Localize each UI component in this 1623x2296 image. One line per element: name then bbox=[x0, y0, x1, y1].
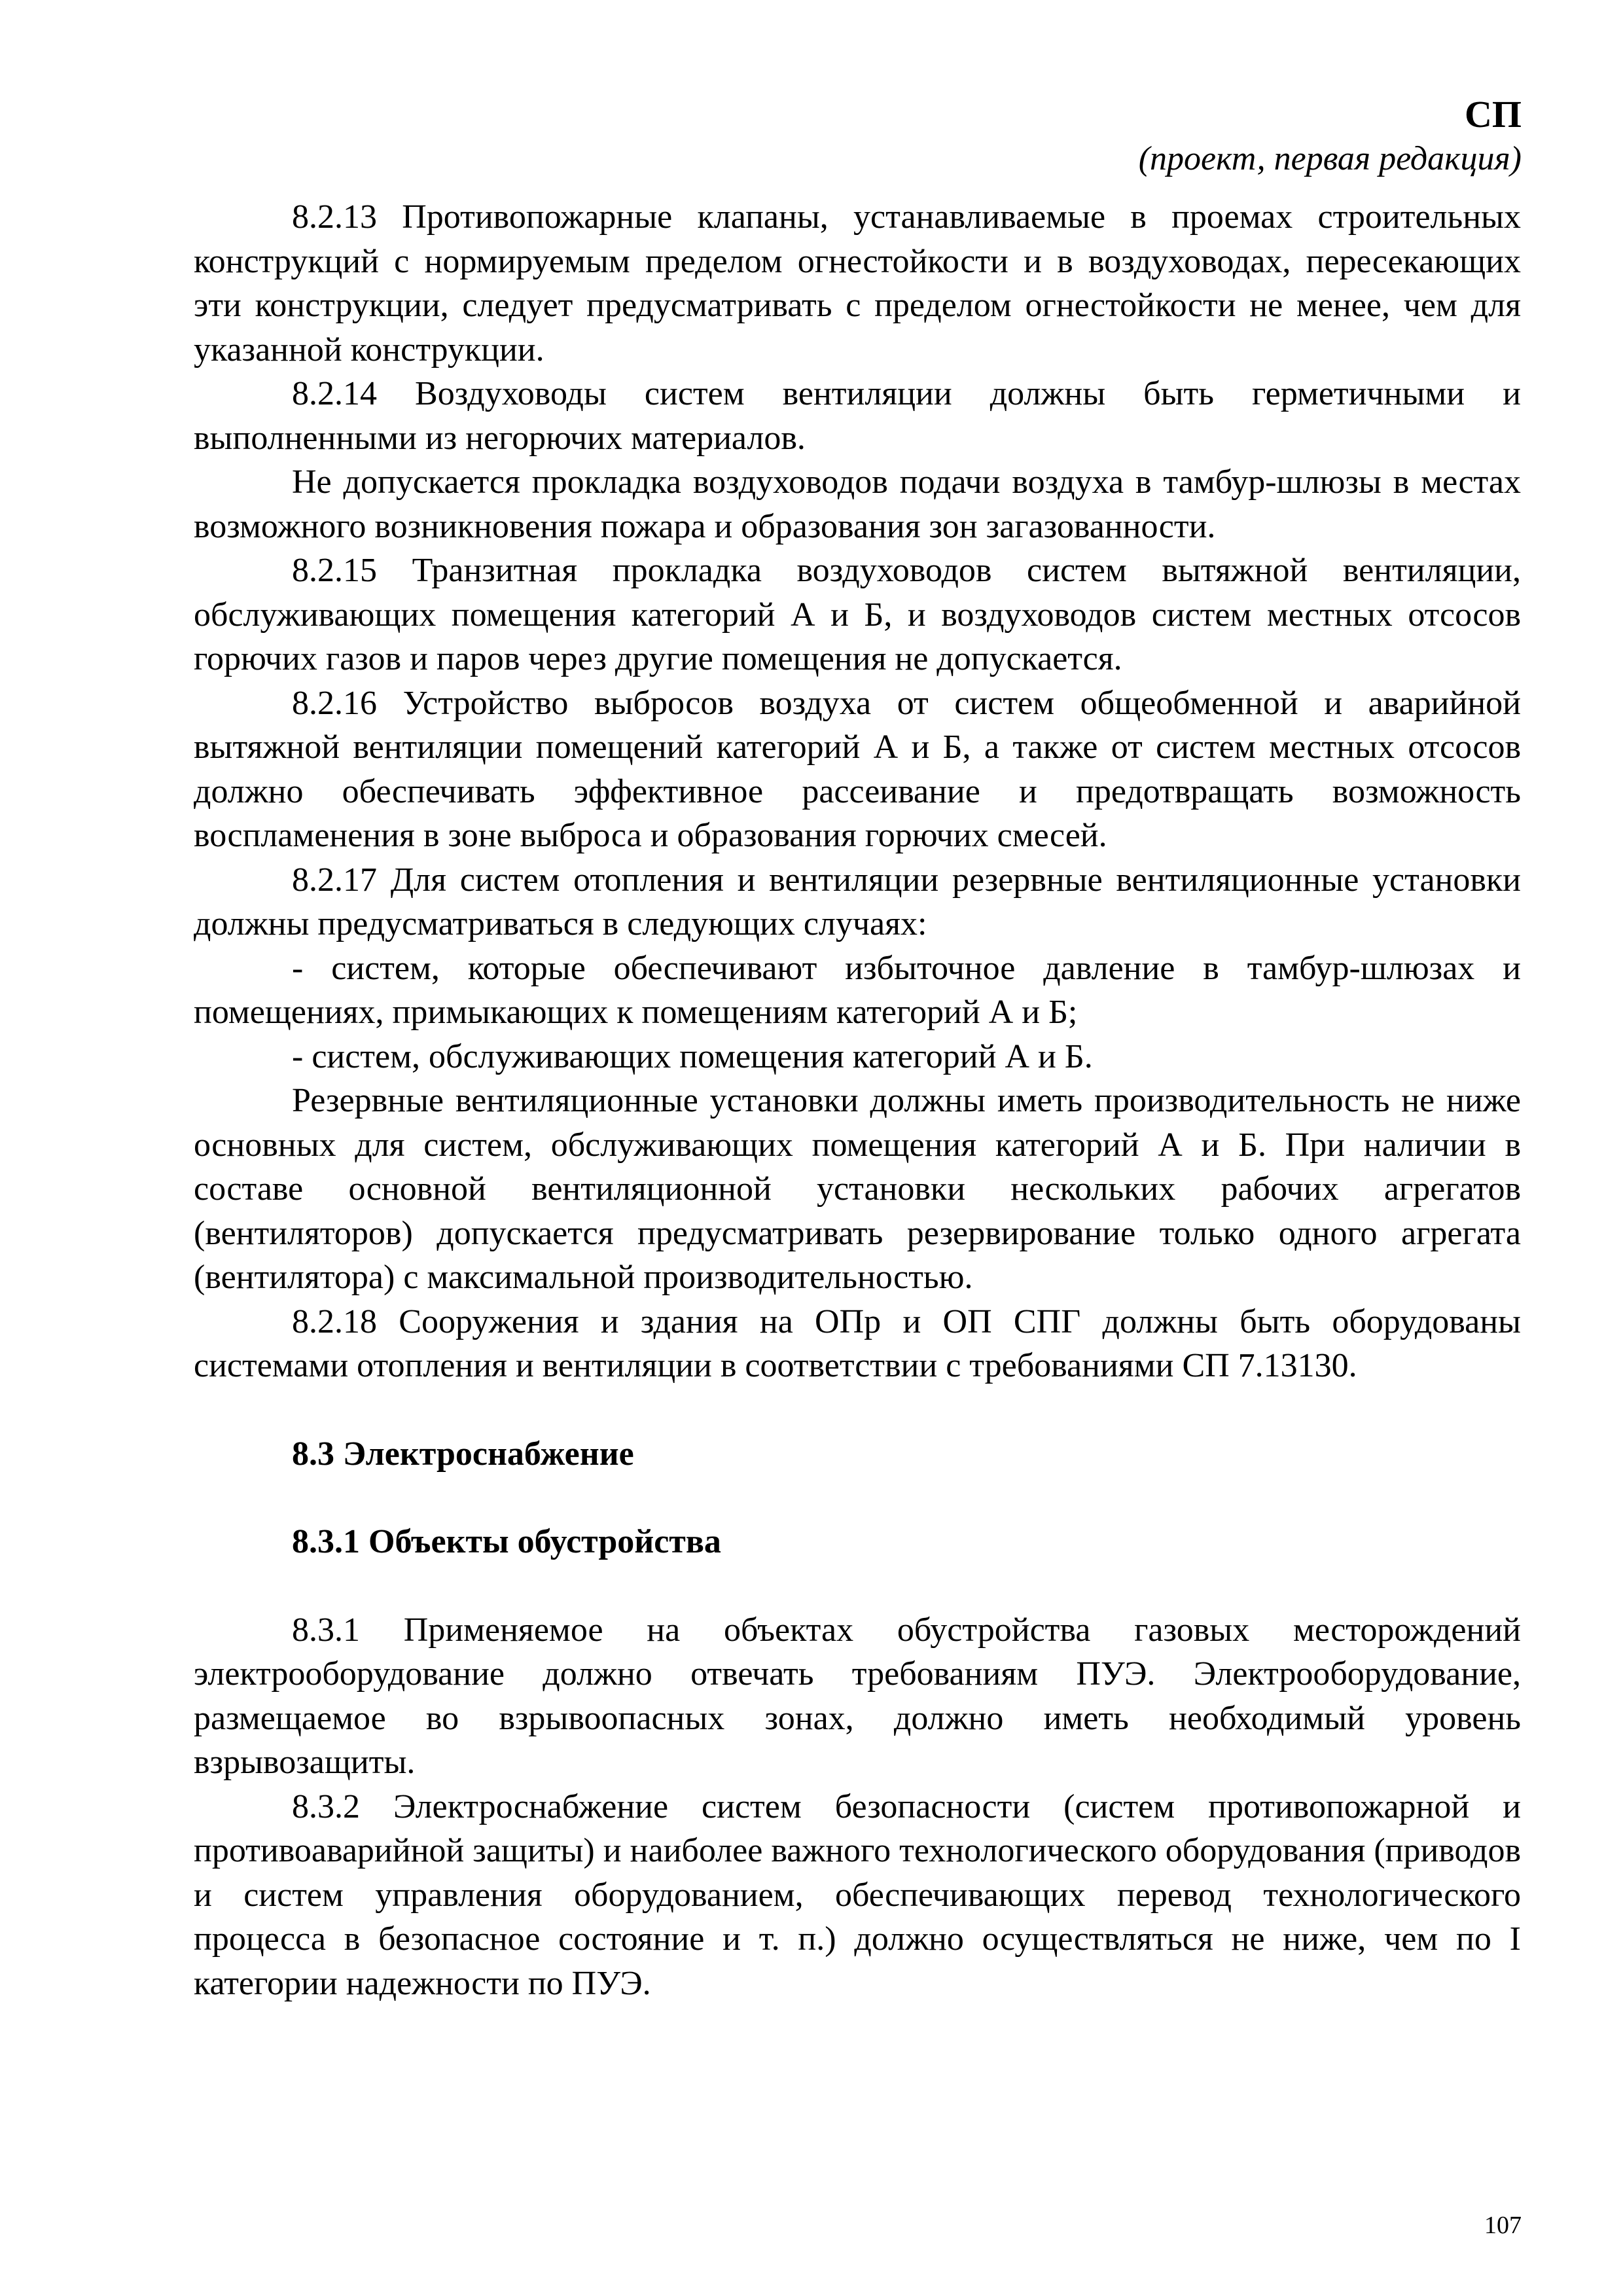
spacer bbox=[194, 1476, 1521, 1520]
paragraph-8-3-1: 8.3.1 Применяемое на объектах обустройства газовых месторождений электрооборудование должно отвечать требованиям ПУЭ. Электрооборудование, размещаемое во взрывоопасных зонах, должно иметь необходимый уровень взрывозащиты. bbox=[194, 1611, 1521, 1781]
page-number: 107 bbox=[1484, 2212, 1522, 2239]
list-item: - систем, обслуживающих помещения категорий А и Б. bbox=[292, 1037, 1093, 1075]
section-heading: 8.3 Электроснабжение bbox=[292, 1435, 634, 1473]
spacer bbox=[194, 1388, 1521, 1432]
document-edition-note: (проект, первая редакция) bbox=[1138, 140, 1522, 177]
paragraph-8-2-15: 8.2.15 Транзитная прокладка воздуховодов систем вытяжной вентиляции, обслуживающих помещения категорий А и Б, и воздуховодов систем местных отсосов горючих газов и паров через другие помещения не допускается. bbox=[194, 552, 1521, 677]
paragraph-reserve-units: Резервные вентиляционные установки должны иметь производительность не ниже основных для систем, обслуживающих помещения категорий А и Б. При наличии в составе основной вентиляционной установки нескольких рабочих агрегатов (вентиляторов) допускается предусматривать резервирование только одного агрегата (вентилятора) с максимальной производительностью. bbox=[194, 1082, 1521, 1296]
paragraph-8-2-14-note: Не допускается прокладка воздуховодов подачи воздуха в тамбур-шлюзы в местах возможного возникновения пожара и образования зон загазованности. bbox=[194, 463, 1521, 545]
document-body bbox=[194, 195, 1521, 2005]
paragraph-8-2-17: 8.2.17 Для систем отопления и вентиляции резервные вентиляционные установки должны предусматриваться в следующих случаях: bbox=[194, 861, 1521, 942]
subsection-heading: 8.3.1 Объекты обустройства bbox=[292, 1523, 721, 1560]
list-item: - систем, которые обеспечивают избыточное давление в тамбур-шлюзах и помещениях, примыкающих к помещениям категорий А и Б; bbox=[194, 949, 1521, 1031]
paragraph-8-2-16: 8.2.16 Устройство выбросов воздуха от систем общеобменной и аварийной вытяжной вентиляции помещений категорий А и Б, а также от систем местных отсосов должно обеспечивать эффективное рассеивание и предотвращать возможность воспламенения в зоне выброса и образования горючих смесей. bbox=[194, 684, 1521, 854]
paragraph-8-2-13: 8.2.13 Противопожарные клапаны, устанавливаемые в проемах строительных конструкций с нормируемым пределом огнестойкости и в воздуховодах, пересекающих эти конструкции, следует предусматривать с пределом огнестойкости не менее, чем для указанной конструкции. bbox=[194, 198, 1521, 368]
paragraph-8-2-18: 8.2.18 Сооружения и здания на ОПр и ОП СПГ должны быть оборудованы системами отопления и вентиляции в соответствии с требованиями СП 7.13130. bbox=[194, 1302, 1521, 1384]
paragraph-8-3-2: 8.3.2 Электроснабжение систем безопасности (систем противопожарной и противоаварийной защиты) и наиболее важного технологического оборудования (приводов и систем управления оборудованием, обеспечивающих перевод технологического процесса в безопасное состояние и т. п.) должно осуществляться не ниже, чем по I категории надежности по ПУЭ. bbox=[194, 1787, 1521, 2002]
spacer bbox=[194, 1564, 1521, 1608]
paragraph-8-2-14: 8.2.14 Воздуховоды систем вентиляции должны быть герметичными и выполненными из негорючих материалов. bbox=[194, 375, 1521, 457]
document-code: СП bbox=[1465, 93, 1522, 135]
